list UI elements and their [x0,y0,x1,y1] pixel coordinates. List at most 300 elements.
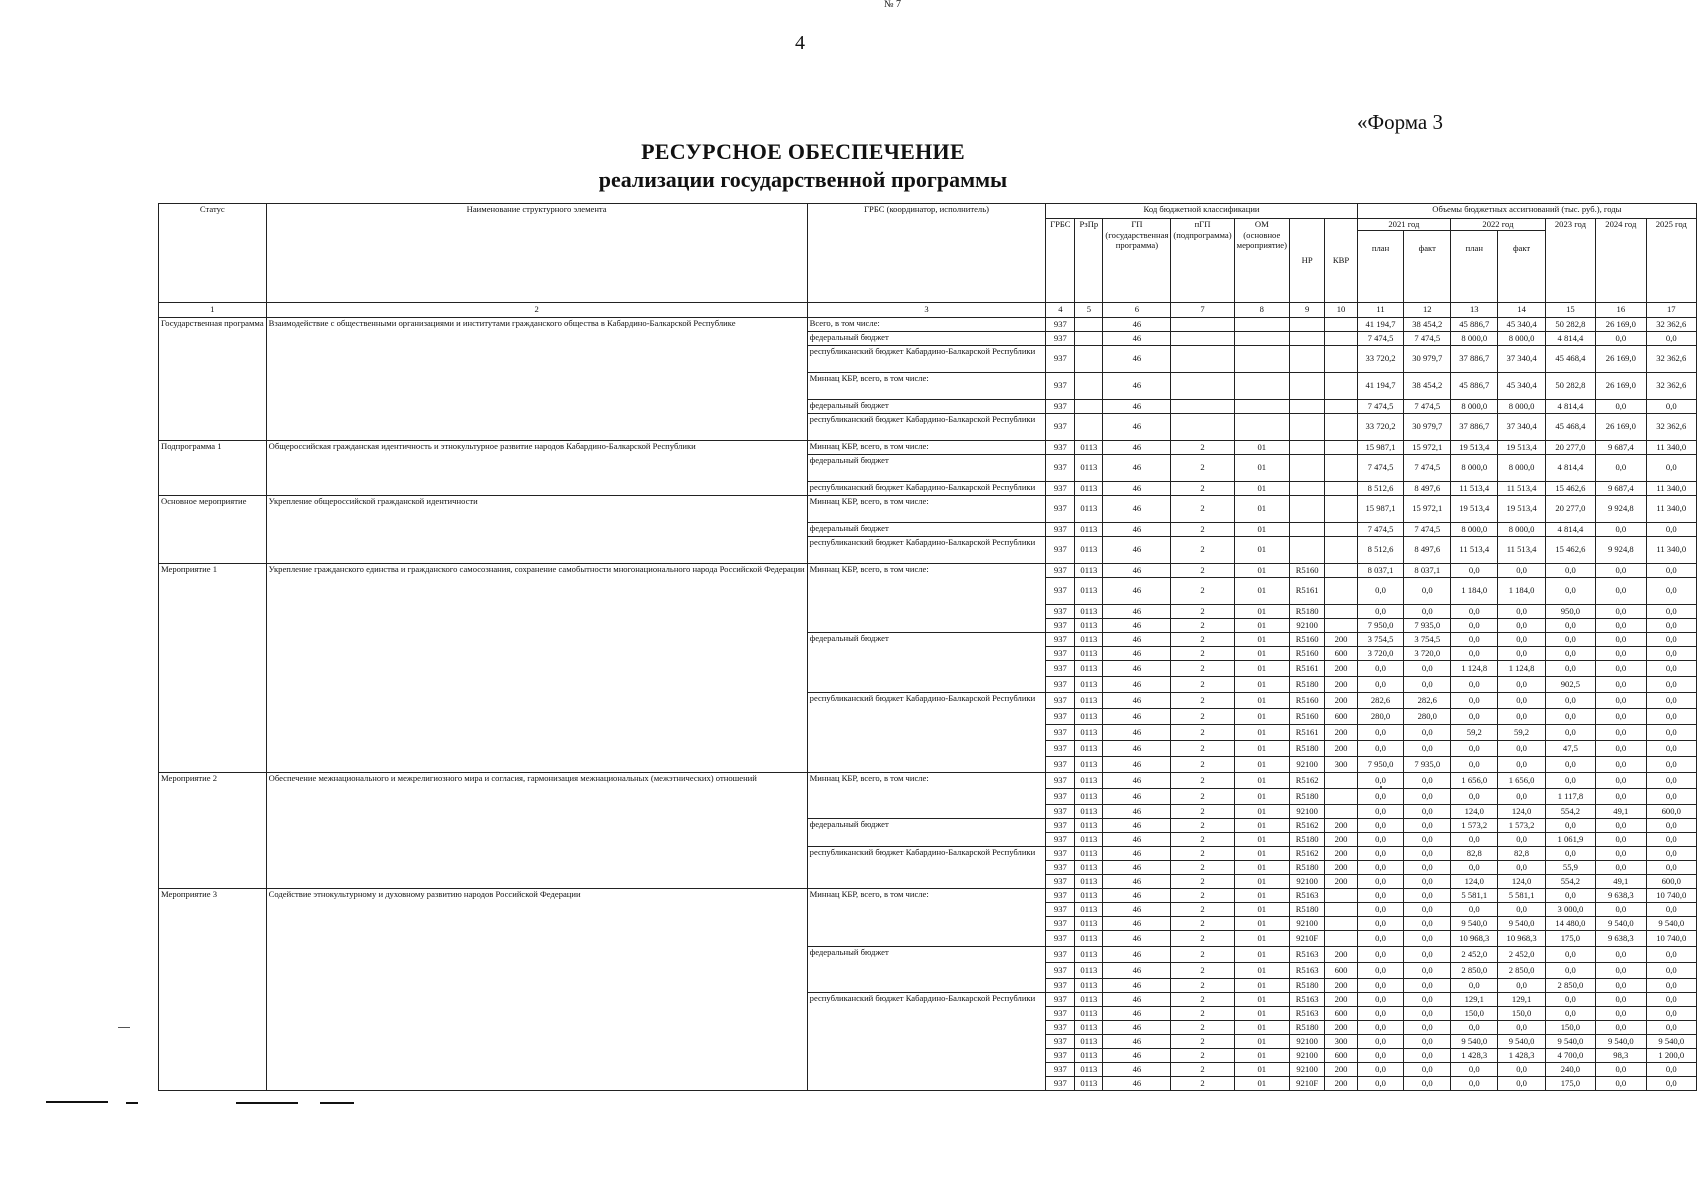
amount-2025-cell: 32 362,6 [1646,317,1696,331]
amount-2021-fact-cell: 0,0 [1404,660,1451,676]
code-pgp-cell: 2 [1171,772,1234,788]
amount-2021-plan-cell: 0,0 [1357,724,1404,740]
funding-source-cell: Миннац КБР, всего, в том числе: [807,563,1046,632]
code-om-cell: 01 [1234,740,1289,756]
amount-2025-cell: 0,0 [1646,740,1696,756]
amount-2022-plan-cell: 1 428,3 [1451,1048,1498,1062]
amount-2024-cell: 0,0 [1596,788,1646,804]
amount-2022-fact-cell: 8 000,0 [1498,331,1545,345]
amount-2021-fact-cell: 0,0 [1404,604,1451,618]
amount-2021-plan-cell: 0,0 [1357,1076,1404,1090]
amount-2021-plan-cell: 8 512,6 [1357,536,1404,563]
code-nr-cell: R5180 [1289,1020,1324,1034]
amount-2022-plan-cell: 124,0 [1451,874,1498,888]
amount-2021-plan-cell: 0,0 [1357,846,1404,860]
code-rzpr-cell: 0113 [1075,1076,1103,1090]
amount-2022-plan-cell: 0,0 [1451,788,1498,804]
amount-2022-plan-cell: 11 513,4 [1451,536,1498,563]
amount-2025-cell: 9 540,0 [1646,916,1696,930]
amount-2022-fact-cell: 19 513,4 [1498,495,1545,522]
code-kvr-cell: 600 [1325,1006,1357,1020]
code-kvr-cell [1325,317,1357,331]
code-rzpr-cell: 0113 [1075,676,1103,692]
amount-2025-cell: 0,0 [1646,846,1696,860]
code-rzpr-cell: 0113 [1075,888,1103,902]
amount-2021-fact-cell: 0,0 [1404,1062,1451,1076]
column-number-cell: 15 [1545,302,1595,317]
amount-2025-cell: 0,0 [1646,756,1696,772]
amount-2024-cell: 0,0 [1596,522,1646,536]
amount-2021-fact-cell: 0,0 [1404,874,1451,888]
code-grbs-cell: 937 [1046,818,1075,832]
col-rzpr-header: РзПр [1075,219,1103,303]
amount-2021-fact-cell: 0,0 [1404,1048,1451,1062]
code-pgp-cell: 2 [1171,440,1234,454]
code-rzpr-cell: 0113 [1075,1006,1103,1020]
code-om-cell: 01 [1234,454,1289,481]
code-rzpr-cell: 0113 [1075,832,1103,846]
code-nr-cell: 92100 [1289,756,1324,772]
plan-2021-header: план [1357,230,1404,302]
amount-2023-cell: 4 814,4 [1545,454,1595,481]
amount-2023-cell: 14 480,0 [1545,916,1595,930]
code-pgp-cell: 2 [1171,860,1234,874]
code-pgp-cell: 2 [1171,874,1234,888]
code-grbs-cell: 937 [1046,372,1075,399]
amount-2022-plan-cell: 0,0 [1451,860,1498,874]
code-om-cell: 01 [1234,1020,1289,1034]
amount-2025-cell: 1 200,0 [1646,1048,1696,1062]
code-pgp-cell: 2 [1171,902,1234,916]
code-gp-cell: 46 [1103,992,1171,1006]
code-kvr-cell: 200 [1325,874,1357,888]
code-pgp-cell: 2 [1171,522,1234,536]
amount-2022-fact-cell: 2 452,0 [1498,946,1545,962]
code-pgp-cell: 2 [1171,916,1234,930]
code-nr-cell: R5180 [1289,676,1324,692]
code-pgp-cell [1171,331,1234,345]
code-nr-cell [1289,481,1324,495]
amount-2022-fact-cell: 124,0 [1498,804,1545,818]
code-gp-cell: 46 [1103,317,1171,331]
amount-2024-cell: 9 540,0 [1596,1034,1646,1048]
amount-2022-plan-cell: 8 000,0 [1451,454,1498,481]
code-kvr-cell: 200 [1325,846,1357,860]
code-kvr-cell [1325,930,1357,946]
amount-2023-cell: 0,0 [1545,660,1595,676]
amount-2022-fact-cell: 0,0 [1498,860,1545,874]
amount-2025-cell: 9 540,0 [1646,1034,1696,1048]
code-gp-cell: 46 [1103,632,1171,646]
amount-2025-cell: 0,0 [1646,676,1696,692]
code-grbs-cell: 937 [1046,345,1075,372]
code-grbs-cell: 937 [1046,846,1075,860]
code-rzpr-cell [1075,317,1103,331]
code-pgp-cell: 2 [1171,454,1234,481]
code-om-cell: 01 [1234,632,1289,646]
amount-2022-plan-cell: 1 656,0 [1451,772,1498,788]
amount-2021-plan-cell: 7 950,0 [1357,756,1404,772]
amount-2021-plan-cell: 7 474,5 [1357,331,1404,345]
code-nr-cell: R5160 [1289,563,1324,577]
amount-2023-cell: 50 282,8 [1545,372,1595,399]
code-kvr-cell: 200 [1325,676,1357,692]
amount-2025-cell: 0,0 [1646,618,1696,632]
code-rzpr-cell: 0113 [1075,618,1103,632]
code-rzpr-cell: 0113 [1075,946,1103,962]
code-om-cell: 01 [1234,481,1289,495]
amount-2023-cell: 0,0 [1545,577,1595,604]
code-kvr-cell [1325,536,1357,563]
amount-2022-plan-cell: 0,0 [1451,618,1498,632]
amount-2021-fact-cell: 7 474,5 [1404,399,1451,413]
code-pgp-cell [1171,345,1234,372]
amount-2021-fact-cell: 30 979,7 [1404,413,1451,440]
amount-2023-cell: 175,0 [1545,930,1595,946]
code-om-cell: 01 [1234,846,1289,860]
funding-source-cell: Миннац КБР, всего, в том числе: [807,772,1046,818]
code-rzpr-cell [1075,413,1103,440]
code-kvr-cell [1325,413,1357,440]
amount-2024-cell: 0,0 [1596,740,1646,756]
code-gp-cell: 46 [1103,962,1171,978]
code-kvr-cell [1325,345,1357,372]
amount-2022-plan-cell: 82,8 [1451,846,1498,860]
amount-2022-plan-cell: 0,0 [1451,646,1498,660]
amount-2024-cell: 9 924,8 [1596,495,1646,522]
amount-2021-plan-cell: 15 987,1 [1357,495,1404,522]
year-2022-header: 2022 год [1451,219,1546,231]
amount-2021-plan-cell: 7 474,5 [1357,522,1404,536]
code-rzpr-cell: 0113 [1075,874,1103,888]
amount-2022-plan-cell: 8 000,0 [1451,331,1498,345]
amount-2021-plan-cell: 0,0 [1357,916,1404,930]
code-nr-cell: R5163 [1289,1006,1324,1020]
amount-2025-cell: 11 340,0 [1646,481,1696,495]
funding-source-cell: Миннац КБР, всего, в том числе: [807,495,1046,522]
amount-2023-cell: 0,0 [1545,618,1595,632]
code-om-cell: 01 [1234,440,1289,454]
amount-2021-fact-cell: 0,0 [1404,962,1451,978]
code-gp-cell: 46 [1103,1020,1171,1034]
year-2021-header: 2021 год [1357,219,1451,231]
code-pgp-cell: 2 [1171,832,1234,846]
amount-2025-cell: 0,0 [1646,1062,1696,1076]
amount-2022-fact-cell: 37 340,4 [1498,413,1545,440]
code-om-cell: 01 [1234,818,1289,832]
code-kvr-cell: 200 [1325,832,1357,846]
amount-2022-plan-cell: 37 886,7 [1451,345,1498,372]
amount-2021-plan-cell: 0,0 [1357,930,1404,946]
code-nr-cell: R5160 [1289,646,1324,660]
amount-2024-cell: 0,0 [1596,563,1646,577]
footer-line [320,1102,354,1104]
code-nr-cell [1289,399,1324,413]
code-kvr-cell: 600 [1325,1048,1357,1062]
amount-2021-plan-cell: 0,0 [1357,818,1404,832]
footer-line [46,1101,108,1103]
amount-2023-cell: 0,0 [1545,772,1595,788]
amount-2022-plan-cell: 5 581,1 [1451,888,1498,902]
amount-2021-fact-cell: 7 474,5 [1404,454,1451,481]
document-title: РЕСУРСНОЕ ОБЕСПЕЧЕНИЕ [641,139,965,164]
code-pgp-cell [1171,399,1234,413]
code-gp-cell: 46 [1103,902,1171,916]
amount-2022-plan-cell: 129,1 [1451,992,1498,1006]
code-gp-cell: 46 [1103,440,1171,454]
code-nr-cell: R5180 [1289,788,1324,804]
amount-2022-plan-cell: 2 452,0 [1451,946,1498,962]
amount-2024-cell: 9 638,3 [1596,930,1646,946]
code-rzpr-cell: 0113 [1075,495,1103,522]
element-name-cell: Обеспечение межнационального и межрелигиозного мира и согласия, гармонизация межнациональных (межэтнических) отношений [266,772,807,888]
amount-2023-cell: 9 540,0 [1545,1034,1595,1048]
amount-2021-fact-cell: 0,0 [1404,740,1451,756]
code-gp-cell: 46 [1103,676,1171,692]
amount-2025-cell: 0,0 [1646,832,1696,846]
code-kvr-cell: 600 [1325,962,1357,978]
amount-2021-fact-cell: 30 979,7 [1404,345,1451,372]
amount-2024-cell: 0,0 [1596,577,1646,604]
element-name-cell: Взаимодействие с общественными организациями и институтами гражданского общества в Кабардино-Балкарской Республике [266,317,807,440]
amount-2021-plan-cell: 0,0 [1357,788,1404,804]
amount-2023-cell: 0,0 [1545,646,1595,660]
amount-2022-fact-cell: 124,0 [1498,874,1545,888]
amount-2023-cell: 0,0 [1545,946,1595,962]
code-pgp-cell: 2 [1171,646,1234,660]
amount-2021-fact-cell: 0,0 [1404,1076,1451,1090]
code-kvr-cell: 200 [1325,1020,1357,1034]
amount-2022-plan-cell: 9 540,0 [1451,1034,1498,1048]
code-gp-cell: 46 [1103,577,1171,604]
code-rzpr-cell: 0113 [1075,454,1103,481]
element-name-cell: Укрепление общероссийской гражданской идентичности [266,495,807,563]
amount-2025-cell: 0,0 [1646,860,1696,874]
amount-2025-cell: 0,0 [1646,1020,1696,1034]
form-label: «Форма 3 [1357,110,1443,134]
amount-2025-cell: 0,0 [1646,818,1696,832]
code-rzpr-cell: 0113 [1075,772,1103,788]
code-kvr-cell [1325,804,1357,818]
code-rzpr-cell: 0113 [1075,660,1103,676]
column-number-cell: 5 [1075,302,1103,317]
code-gp-cell: 46 [1103,888,1171,902]
code-om-cell: 01 [1234,692,1289,708]
code-nr-cell [1289,372,1324,399]
col-om-header: ОМ (основное мероприятие) [1234,219,1289,303]
code-om-cell: 01 [1234,902,1289,916]
amount-2022-fact-cell: 0,0 [1498,756,1545,772]
code-om-cell: 01 [1234,563,1289,577]
amount-2022-fact-cell: 0,0 [1498,832,1545,846]
amount-2021-fact-cell: 3 720,0 [1404,646,1451,660]
column-number-cell: 1 [159,302,267,317]
column-number-cell: 6 [1103,302,1171,317]
amount-2021-fact-cell: 0,0 [1404,804,1451,818]
code-gp-cell: 46 [1103,1062,1171,1076]
code-gp-cell: 46 [1103,978,1171,992]
code-kvr-cell [1325,618,1357,632]
code-gp-cell: 46 [1103,604,1171,618]
amount-2024-cell: 9 687,4 [1596,440,1646,454]
amount-2024-cell: 26 169,0 [1596,372,1646,399]
amount-2022-fact-cell: 0,0 [1498,978,1545,992]
code-grbs-cell: 937 [1046,946,1075,962]
amount-2023-cell: 0,0 [1545,962,1595,978]
code-nr-cell: R5180 [1289,832,1324,846]
amount-2023-cell: 0,0 [1545,756,1595,772]
code-gp-cell: 46 [1103,495,1171,522]
amount-2023-cell: 50 282,8 [1545,317,1595,331]
amount-2024-cell: 49,1 [1596,804,1646,818]
code-grbs-cell: 937 [1046,874,1075,888]
amount-2021-plan-cell: 0,0 [1357,1048,1404,1062]
code-grbs-cell: 937 [1046,317,1075,331]
table-row [159,317,1697,331]
code-grbs-cell: 937 [1046,1062,1075,1076]
code-om-cell: 01 [1234,495,1289,522]
amount-2021-fact-cell: 38 454,2 [1404,372,1451,399]
code-om-cell [1234,345,1289,372]
plan-2022-header: план [1451,230,1498,302]
code-nr-cell: 92100 [1289,1048,1324,1062]
code-pgp-cell: 2 [1171,632,1234,646]
amount-2023-cell: 15 462,6 [1545,481,1595,495]
status-cell: Мероприятие 3 [159,888,267,1090]
code-kvr-cell: 200 [1325,660,1357,676]
code-nr-cell: 9210F [1289,930,1324,946]
code-gp-cell: 46 [1103,481,1171,495]
code-gp-cell: 46 [1103,946,1171,962]
amount-2024-cell: 9 687,4 [1596,481,1646,495]
amount-2021-plan-cell: 33 720,2 [1357,413,1404,440]
code-grbs-cell: 937 [1046,1034,1075,1048]
code-rzpr-cell: 0113 [1075,930,1103,946]
col-status-header: Статус [159,204,267,303]
code-gp-cell: 46 [1103,660,1171,676]
amount-2021-fact-cell: 0,0 [1404,946,1451,962]
amount-2022-plan-cell: 19 513,4 [1451,495,1498,522]
code-gp-cell: 46 [1103,618,1171,632]
amount-2022-fact-cell: 0,0 [1498,632,1545,646]
code-kvr-cell [1325,372,1357,399]
funding-source-cell: Всего, в том числе: [807,317,1046,331]
table-row [159,772,1697,788]
amount-2021-plan-cell: 0,0 [1357,962,1404,978]
code-gp-cell: 46 [1103,331,1171,345]
code-rzpr-cell: 0113 [1075,916,1103,930]
table-row [159,440,1697,454]
code-gp-cell: 46 [1103,522,1171,536]
amount-2025-cell: 0,0 [1646,577,1696,604]
code-kvr-cell: 200 [1325,1062,1357,1076]
code-nr-cell: R5162 [1289,818,1324,832]
amount-2022-fact-cell: 0,0 [1498,563,1545,577]
amount-2025-cell: 0,0 [1646,331,1696,345]
amount-2021-plan-cell: 0,0 [1357,978,1404,992]
amount-2025-cell: 0,0 [1646,788,1696,804]
code-nr-cell [1289,317,1324,331]
code-grbs-cell: 937 [1046,454,1075,481]
amount-2021-fact-cell: 8 497,6 [1404,536,1451,563]
code-gp-cell: 46 [1103,860,1171,874]
code-om-cell: 01 [1234,992,1289,1006]
code-pgp-cell: 2 [1171,740,1234,756]
amount-2024-cell: 0,0 [1596,846,1646,860]
code-rzpr-cell: 0113 [1075,1020,1103,1034]
amount-2022-plan-cell: 0,0 [1451,902,1498,916]
amount-2022-plan-cell: 0,0 [1451,604,1498,618]
code-nr-cell: 92100 [1289,804,1324,818]
code-om-cell: 01 [1234,724,1289,740]
code-grbs-cell: 937 [1046,632,1075,646]
amount-2022-fact-cell: 8 000,0 [1498,454,1545,481]
amount-2022-fact-cell: 0,0 [1498,708,1545,724]
code-grbs-cell: 937 [1046,577,1075,604]
code-pgp-cell: 2 [1171,788,1234,804]
code-rzpr-cell: 0113 [1075,724,1103,740]
status-cell: Мероприятие 2 [159,772,267,888]
amount-2023-cell: 4 814,4 [1545,331,1595,345]
amount-2022-fact-cell: 82,8 [1498,846,1545,860]
code-rzpr-cell: 0113 [1075,632,1103,646]
code-rzpr-cell: 0113 [1075,481,1103,495]
amount-2025-cell: 11 340,0 [1646,440,1696,454]
amount-2024-cell: 0,0 [1596,772,1646,788]
code-kvr-cell: 600 [1325,646,1357,660]
amount-2021-plan-cell: 0,0 [1357,1034,1404,1048]
code-grbs-cell: 937 [1046,618,1075,632]
amount-2023-cell: 175,0 [1545,1076,1595,1090]
amount-2023-cell: 950,0 [1545,604,1595,618]
amount-2021-plan-cell: 0,0 [1357,772,1404,788]
code-grbs-cell: 937 [1046,1076,1075,1090]
code-grbs-cell: 937 [1046,495,1075,522]
code-gp-cell: 46 [1103,692,1171,708]
amount-2021-fact-cell: 15 972,1 [1404,440,1451,454]
amount-2022-plan-cell: 0,0 [1451,692,1498,708]
code-kvr-cell [1325,916,1357,930]
code-kvr-cell [1325,399,1357,413]
code-grbs-cell: 937 [1046,660,1075,676]
amount-2024-cell: 0,0 [1596,660,1646,676]
code-om-cell: 01 [1234,646,1289,660]
amount-2021-plan-cell: 7 474,5 [1357,399,1404,413]
amount-2022-fact-cell: 45 340,4 [1498,317,1545,331]
code-pgp-cell: 2 [1171,563,1234,577]
code-rzpr-cell: 0113 [1075,646,1103,660]
amount-2021-plan-cell: 0,0 [1357,577,1404,604]
code-pgp-cell: 2 [1171,818,1234,832]
code-rzpr-cell [1075,331,1103,345]
amount-2025-cell: 10 740,0 [1646,888,1696,902]
code-nr-cell: 92100 [1289,874,1324,888]
amount-2022-fact-cell: 9 540,0 [1498,916,1545,930]
amount-2022-fact-cell: 8 000,0 [1498,399,1545,413]
code-grbs-cell: 937 [1046,646,1075,660]
code-grbs-cell: 937 [1046,978,1075,992]
funding-source-cell: республиканский бюджет Кабардино-Балкарской Республики [807,992,1046,1090]
amount-2022-fact-cell: 0,0 [1498,692,1545,708]
code-gp-cell: 46 [1103,372,1171,399]
code-nr-cell: R5161 [1289,724,1324,740]
code-om-cell: 01 [1234,618,1289,632]
amount-2024-cell: 0,0 [1596,756,1646,772]
amount-2022-fact-cell: 11 513,4 [1498,481,1545,495]
amount-2025-cell: 0,0 [1646,646,1696,660]
amount-2022-plan-cell: 0,0 [1451,1062,1498,1076]
code-rzpr-cell: 0113 [1075,978,1103,992]
